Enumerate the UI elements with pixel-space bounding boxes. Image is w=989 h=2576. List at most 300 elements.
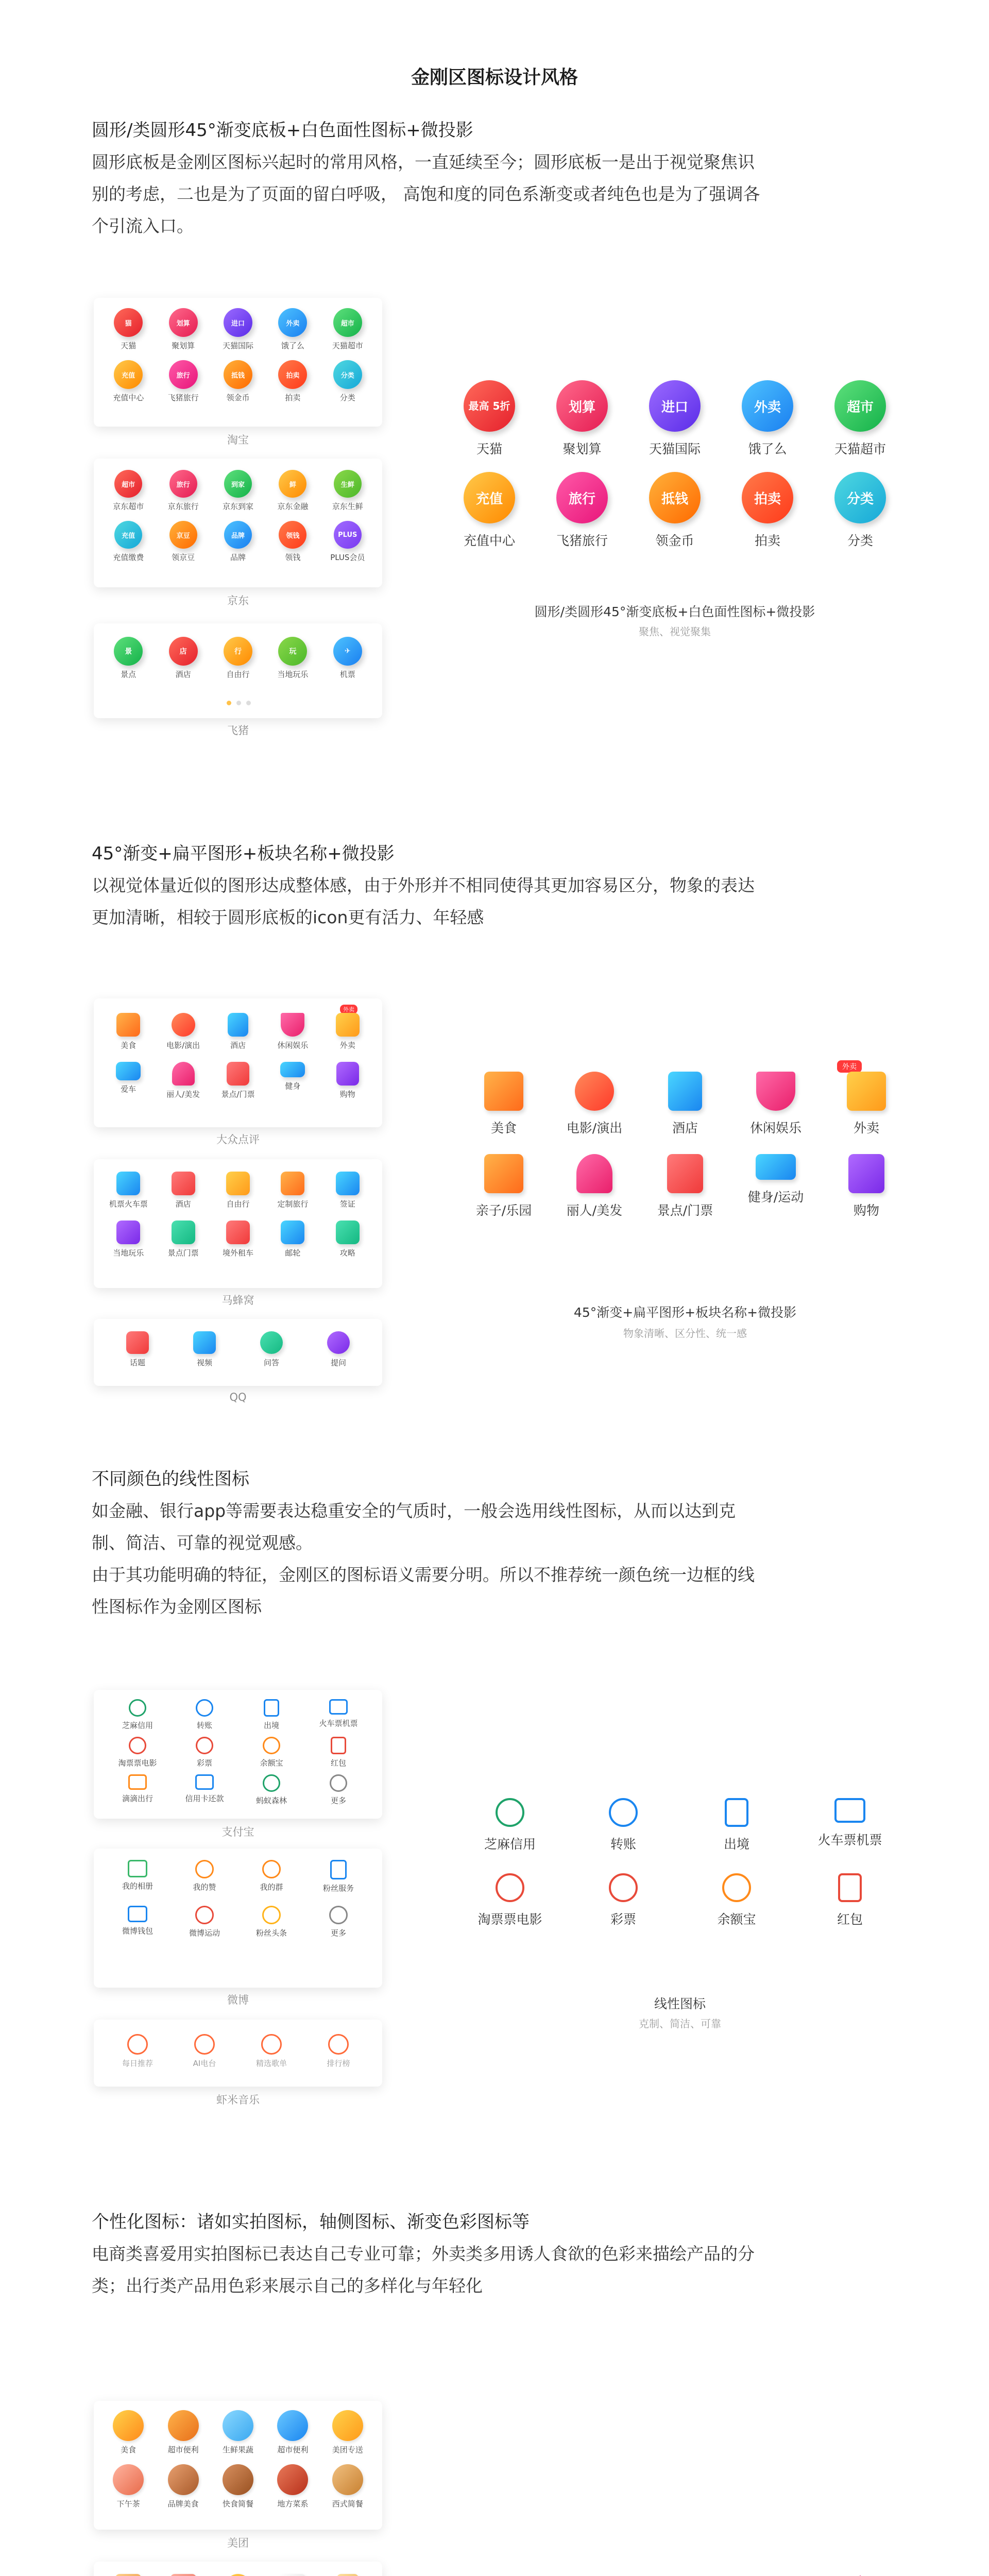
item-icon bbox=[848, 1154, 884, 1193]
showcase-item[interactable] bbox=[484, 1072, 523, 1137]
screenshot-caption: 支付宝 bbox=[221, 1826, 254, 1838]
item-label: 爱车 bbox=[121, 1084, 137, 1094]
grid-item[interactable] bbox=[280, 2574, 305, 2576]
hotel-icon bbox=[554, 2571, 610, 2576]
grid-item[interactable] bbox=[327, 1331, 350, 1368]
item-label: 进口 bbox=[649, 380, 701, 432]
showcase-item[interactable] bbox=[484, 1798, 536, 1853]
grid-item[interactable] bbox=[122, 1774, 153, 1804]
showcase-item[interactable] bbox=[837, 1873, 863, 1928]
screenshot-caption: 淘宝 bbox=[227, 434, 249, 446]
item-icon bbox=[129, 1699, 146, 1717]
grid-item[interactable] bbox=[264, 1699, 279, 1731]
item-icon bbox=[847, 1072, 886, 1111]
grid-item[interactable] bbox=[331, 1737, 346, 1768]
item-icon: 外卖 bbox=[278, 308, 307, 337]
dianping-screenshot: 外卖 美食 电影/演出 酒店 休闲娱乐 外卖 爱车 丽人/美发 景点/门票 健身 购物 bbox=[94, 998, 382, 1127]
item-icon bbox=[277, 2464, 308, 2495]
item-icon bbox=[195, 1860, 214, 1878]
grid-item[interactable] bbox=[260, 1737, 283, 1768]
grid-item[interactable] bbox=[193, 1860, 216, 1892]
item-label: 京东到家 bbox=[222, 502, 253, 511]
grid-item[interactable] bbox=[277, 2410, 308, 2455]
section-paragraph: 由于其功能明确的特征，金刚区的图标语义需要分明。所以不推荐统一颜色统一边框的线 bbox=[92, 1565, 755, 1585]
item-icon bbox=[329, 1699, 348, 1715]
showcase-item[interactable] bbox=[478, 1873, 542, 1928]
item-icon bbox=[172, 1172, 195, 1195]
grid-item[interactable] bbox=[319, 1699, 357, 1728]
item-icon: 拍卖 bbox=[278, 360, 307, 389]
item-label: 景点门票 bbox=[167, 1248, 199, 1258]
item-label: 健身 bbox=[285, 1081, 301, 1091]
item-label: 芝麻信用 bbox=[484, 1837, 536, 1852]
item-label: 美团专送 bbox=[332, 2445, 363, 2454]
grid-item[interactable] bbox=[277, 637, 308, 680]
item-icon bbox=[126, 1331, 149, 1354]
section-1-text bbox=[92, 114, 967, 242]
item-label: 领京豆 bbox=[172, 553, 195, 562]
item-label: 亲子/乐园 bbox=[475, 1203, 532, 1218]
grid-item[interactable] bbox=[332, 308, 363, 351]
grid-item[interactable] bbox=[224, 521, 252, 563]
grid-item[interactable] bbox=[189, 1906, 220, 1938]
qq-screenshot bbox=[94, 1319, 382, 1386]
grid-item[interactable] bbox=[223, 470, 253, 512]
grid-item[interactable] bbox=[168, 1221, 199, 1258]
grid-item[interactable] bbox=[256, 1774, 287, 1806]
item-label: 分类 bbox=[339, 393, 355, 402]
item-icon bbox=[172, 1062, 195, 1086]
grid-item[interactable] bbox=[336, 1062, 359, 1099]
grid-item[interactable] bbox=[277, 2464, 308, 2509]
item-label: 天猫超市 bbox=[834, 442, 886, 456]
showcase-item[interactable] bbox=[742, 380, 793, 457]
showcase-item[interactable] bbox=[847, 1072, 886, 1137]
item-icon: 猫 bbox=[114, 308, 143, 337]
item-label: 火车票机票 bbox=[319, 1719, 358, 1728]
item-label: 微博运动 bbox=[189, 1928, 220, 1938]
item-label: 酒店 bbox=[175, 1199, 191, 1209]
item-label: 酒店 bbox=[230, 1041, 246, 1050]
showcase-subcaption: 克制、简洁、可靠 bbox=[639, 2018, 721, 2030]
item-icon: PLUS bbox=[334, 521, 362, 549]
grid-item[interactable] bbox=[169, 637, 198, 680]
temple-icon bbox=[832, 2571, 889, 2576]
item-label: 更多 bbox=[330, 1796, 346, 1805]
train-icon bbox=[646, 2571, 703, 2576]
mafengwo-screenshot bbox=[94, 1159, 382, 1288]
item-icon bbox=[172, 1221, 195, 1244]
item-label: 更多 bbox=[330, 1928, 346, 1938]
item-icon bbox=[834, 1798, 865, 1823]
grid-item[interactable] bbox=[278, 360, 307, 403]
big-icon-grid-3 bbox=[453, 1798, 907, 1928]
plane-showcase-item[interactable] bbox=[461, 2571, 518, 2576]
grid-item[interactable] bbox=[279, 521, 306, 563]
item-icon bbox=[129, 1737, 146, 1754]
item-icon bbox=[336, 1172, 360, 1195]
item-label: 京东生鲜 bbox=[332, 502, 363, 511]
grid-item[interactable] bbox=[113, 2464, 144, 2509]
item-icon bbox=[116, 1172, 140, 1195]
showcase-item[interactable] bbox=[609, 1798, 638, 1853]
grid-item[interactable] bbox=[118, 1737, 157, 1768]
grid-item[interactable] bbox=[277, 1172, 308, 1209]
grid-item[interactable] bbox=[115, 2574, 141, 2576]
item-label: 充值 bbox=[464, 472, 515, 523]
item-icon: 京豆 bbox=[169, 521, 197, 549]
item-label: 飞猪旅行 bbox=[167, 393, 199, 402]
grid-item[interactable] bbox=[256, 1906, 287, 1938]
grid-item[interactable] bbox=[256, 2034, 287, 2069]
item-label: 充值中心 bbox=[113, 393, 144, 402]
grid-item[interactable] bbox=[330, 521, 365, 563]
item-icon bbox=[168, 2464, 199, 2495]
grid-item[interactable] bbox=[168, 470, 199, 512]
item-label: 微博钱包 bbox=[122, 1926, 153, 1936]
weibo-screenshot bbox=[94, 1849, 382, 1988]
plane-icon bbox=[461, 2571, 518, 2576]
item-label: 天猫国际 bbox=[649, 442, 701, 456]
item-label: 粉丝头条 bbox=[255, 1928, 287, 1938]
section-paragraph: 个引流入口。 bbox=[92, 216, 194, 236]
item-icon bbox=[263, 1737, 280, 1754]
grid-item[interactable] bbox=[260, 1860, 283, 1892]
grid-item[interactable] bbox=[278, 308, 307, 351]
grid-item[interactable] bbox=[168, 2464, 199, 2509]
showcase-item[interactable] bbox=[464, 380, 515, 457]
screenshot-caption: QQ bbox=[229, 1391, 247, 1403]
showcase-item[interactable] bbox=[834, 380, 886, 457]
grid-item[interactable] bbox=[193, 2034, 216, 2069]
grid-item[interactable] bbox=[116, 1062, 141, 1094]
item-label: 旅行 bbox=[556, 472, 608, 523]
item-icon bbox=[331, 1737, 346, 1754]
item-icon: 分类 bbox=[333, 360, 362, 389]
item-label: 充值缴费 bbox=[113, 553, 144, 562]
grid-item[interactable] bbox=[193, 1331, 216, 1368]
train-showcase-item[interactable] bbox=[646, 2571, 703, 2576]
showcase-item[interactable] bbox=[750, 1072, 802, 1137]
screenshot-caption: 飞猪 bbox=[227, 724, 249, 737]
grid-item[interactable] bbox=[122, 1860, 153, 1891]
screenshot-caption: 微博 bbox=[227, 1994, 249, 2006]
grid-item[interactable] bbox=[277, 1013, 308, 1050]
item-icon: 超市 bbox=[333, 308, 362, 337]
grid-item[interactable] bbox=[260, 1331, 283, 1368]
item-icon bbox=[281, 1172, 304, 1195]
grid-item[interactable] bbox=[113, 1221, 144, 1258]
grid-item[interactable] bbox=[166, 1013, 200, 1050]
grid-item[interactable] bbox=[113, 521, 144, 563]
grid-item[interactable] bbox=[336, 1172, 360, 1209]
item-label: 健身/运动 bbox=[747, 1190, 804, 1205]
item-label: 话题 bbox=[129, 1358, 145, 1367]
item-label: 余额宝 bbox=[717, 1912, 756, 1927]
item-label: 粉丝服务 bbox=[322, 1884, 354, 1893]
grid-item[interactable] bbox=[333, 637, 362, 680]
big-icon-grid-4 bbox=[443, 2571, 907, 2576]
bus-showcase-item[interactable] bbox=[739, 2571, 796, 2576]
item-label: 我的赞 bbox=[193, 1883, 216, 1892]
section-paragraph: 如金融、银行app等需要表达稳重安全的气质时，一般会选用线性图标，从而以达到克 bbox=[92, 1501, 736, 1521]
item-icon bbox=[332, 2464, 363, 2495]
item-icon bbox=[264, 1699, 279, 1717]
showcase-item[interactable] bbox=[834, 472, 886, 549]
hotel-showcase-item[interactable] bbox=[554, 2571, 610, 2576]
item-label: 天猫超市 bbox=[332, 341, 363, 350]
item-label: 丽人/美发 bbox=[566, 1203, 623, 1218]
grid-item[interactable] bbox=[228, 1013, 248, 1050]
item-icon bbox=[336, 1062, 359, 1086]
showcase-caption: 圆形/类圆形45°渐变底板+白色面性图标+微投影 bbox=[534, 604, 815, 619]
showcase-item[interactable] bbox=[717, 1873, 756, 1928]
item-label: 天猫 bbox=[121, 341, 137, 350]
item-icon bbox=[668, 1072, 702, 1111]
grid-item[interactable] bbox=[332, 470, 363, 512]
item-label: 火车票机票 bbox=[817, 1833, 882, 1848]
item-label: 超市 bbox=[834, 380, 886, 432]
showcase-item[interactable] bbox=[742, 472, 793, 549]
item-label: 休闲娱乐 bbox=[277, 1041, 309, 1050]
badge: 外卖 bbox=[837, 1060, 862, 1073]
item-label: 淘票票电影 bbox=[478, 1912, 542, 1927]
grid-item[interactable] bbox=[280, 1062, 305, 1091]
showcase-caption: 线性图标 bbox=[654, 1996, 706, 2011]
item-icon: 品牌 bbox=[224, 521, 252, 549]
item-icon bbox=[196, 1737, 213, 1754]
item-icon: 划算 bbox=[169, 308, 198, 337]
item-label: 邮轮 bbox=[285, 1248, 301, 1258]
grid-item[interactable] bbox=[168, 360, 199, 403]
item-label: 酒店 bbox=[175, 670, 191, 679]
grid-item[interactable] bbox=[169, 521, 197, 563]
section-heading: 个性化图标：诸如实拍图标，轴侧图标、渐变色彩图标等 bbox=[92, 2212, 530, 2232]
item-icon bbox=[116, 1221, 140, 1244]
item-label: 信用卡还款 bbox=[185, 1794, 224, 1803]
item-label: 彩票 bbox=[610, 1912, 636, 1927]
section-paragraph: 制、简洁、可靠的视觉观感。 bbox=[92, 1533, 313, 1553]
item-icon bbox=[281, 1013, 304, 1037]
item-label: 电影/演出 bbox=[566, 1121, 623, 1136]
item-icon bbox=[194, 2034, 215, 2055]
item-label: 京东旅行 bbox=[167, 502, 199, 511]
item-label: 领钱 bbox=[285, 553, 301, 562]
grid-item[interactable] bbox=[113, 360, 144, 403]
item-icon bbox=[576, 1154, 612, 1193]
grid-item[interactable] bbox=[224, 360, 252, 403]
grid-item[interactable] bbox=[113, 2410, 144, 2455]
section-paragraph: 电商类喜爱用实拍图标已表达自己专业可靠；外卖类多用诱人食欲的色彩来描绘产品的分 bbox=[92, 2244, 755, 2264]
item-label: 丽人/美发 bbox=[166, 1090, 200, 1099]
item-icon bbox=[115, 2574, 141, 2576]
item-label: 购物 bbox=[853, 1203, 879, 1218]
item-icon: 鲜 bbox=[279, 470, 306, 498]
item-label: 自由行 bbox=[226, 1199, 250, 1209]
item-label: 红包 bbox=[837, 1912, 863, 1927]
grid-item[interactable] bbox=[333, 360, 362, 403]
item-icon bbox=[228, 1013, 248, 1037]
item-label: 自由行 bbox=[226, 670, 250, 679]
grid-item[interactable] bbox=[337, 2574, 359, 2576]
showcase-item[interactable] bbox=[657, 1154, 713, 1219]
item-icon bbox=[170, 2574, 196, 2576]
grid-item[interactable] bbox=[122, 2034, 153, 2069]
showcase-subcaption: 聚焦、视觉聚集 bbox=[639, 625, 711, 638]
grid-item[interactable] bbox=[223, 2410, 253, 2455]
item-icon bbox=[226, 1172, 250, 1195]
item-label: 机票火车票 bbox=[109, 1199, 148, 1209]
grid-item[interactable] bbox=[223, 1221, 253, 1258]
showcase-item[interactable] bbox=[668, 1072, 702, 1137]
grid-item[interactable] bbox=[330, 1774, 347, 1806]
item-label: 排行榜 bbox=[327, 2059, 350, 2068]
item-label: 景点/门票 bbox=[657, 1203, 713, 1218]
showcase-item[interactable] bbox=[556, 472, 608, 549]
item-label: 聚划算 bbox=[562, 442, 602, 456]
item-icon bbox=[223, 2410, 253, 2441]
showcase-item[interactable] bbox=[567, 1072, 622, 1137]
item-icon bbox=[722, 1873, 751, 1902]
item-label: 快食简餐 bbox=[222, 2499, 253, 2509]
grid-item[interactable] bbox=[323, 1860, 354, 1893]
grid-item[interactable] bbox=[329, 1906, 348, 1938]
item-icon bbox=[226, 1221, 250, 1244]
grid-item[interactable] bbox=[172, 1172, 195, 1209]
showcase-item[interactable] bbox=[817, 1798, 882, 1849]
grid-item[interactable] bbox=[332, 2410, 363, 2455]
item-icon bbox=[484, 1154, 523, 1193]
item-label: 定制旅行 bbox=[277, 1199, 309, 1209]
grid-item[interactable] bbox=[196, 1737, 213, 1768]
showcase-item[interactable] bbox=[609, 1873, 638, 1928]
grid-item[interactable] bbox=[225, 2574, 251, 2576]
item-label: 我的群 bbox=[260, 1883, 283, 1892]
item-label: 淘票票电影 bbox=[118, 1758, 157, 1768]
big-icon-grid-1 bbox=[443, 380, 907, 549]
showcase-caption: 45°渐变+扁平图形+板块名称+微投影 bbox=[573, 1305, 797, 1320]
item-label: 蚂蚁森林 bbox=[255, 1796, 287, 1805]
item-label: 当地玩乐 bbox=[277, 670, 309, 679]
item-icon bbox=[227, 1062, 249, 1086]
section-4-text bbox=[92, 2206, 967, 2302]
item-label: 外卖 bbox=[742, 380, 793, 432]
item-icon bbox=[329, 1906, 348, 1924]
item-icon bbox=[332, 2410, 363, 2441]
big-icon-grid-2 bbox=[458, 1072, 912, 1219]
item-icon bbox=[496, 1873, 524, 1902]
item-icon bbox=[281, 1221, 304, 1244]
grid-item[interactable] bbox=[224, 637, 252, 680]
showcase-item[interactable] bbox=[476, 1154, 532, 1219]
grid-item[interactable] bbox=[226, 1172, 250, 1209]
showcase-item[interactable] bbox=[556, 380, 608, 457]
grid-item[interactable] bbox=[122, 1906, 153, 1936]
grid-item[interactable] bbox=[221, 1062, 254, 1099]
item-label: 美食 bbox=[121, 2445, 137, 2454]
grid-item[interactable] bbox=[114, 308, 143, 351]
item-icon bbox=[113, 2410, 144, 2441]
grid-item[interactable] bbox=[116, 1013, 140, 1050]
grid-item[interactable] bbox=[113, 470, 144, 512]
grid-item[interactable] bbox=[114, 637, 143, 680]
item-label: 电影/演出 bbox=[166, 1041, 200, 1050]
item-icon: 玩 bbox=[278, 637, 307, 666]
section-3-text bbox=[92, 1463, 967, 1623]
taobao-screenshot bbox=[94, 298, 382, 427]
item-icon bbox=[261, 2034, 282, 2055]
grid-item[interactable] bbox=[336, 1221, 360, 1258]
item-icon bbox=[609, 1798, 638, 1827]
grid-item[interactable] bbox=[166, 1062, 200, 1099]
item-label: 机票 bbox=[339, 670, 355, 679]
item-icon bbox=[280, 1062, 305, 1077]
item-icon: ✈ bbox=[333, 637, 362, 666]
grid-item[interactable] bbox=[109, 1172, 148, 1209]
item-label: 抵钱 bbox=[649, 472, 701, 523]
item-icon bbox=[196, 1699, 213, 1717]
item-icon: 旅行 bbox=[169, 360, 198, 389]
grid-item[interactable] bbox=[223, 2464, 253, 2509]
item-label: 充值中心 bbox=[463, 533, 515, 548]
grid-item[interactable] bbox=[196, 1699, 213, 1731]
item-icon bbox=[128, 1860, 147, 1877]
item-label: 我的相册 bbox=[122, 1882, 153, 1891]
grid-item[interactable] bbox=[327, 2034, 350, 2069]
grid-item[interactable] bbox=[281, 1221, 304, 1258]
item-label: 饿了么 bbox=[748, 442, 787, 456]
item-icon: 旅行 bbox=[169, 470, 197, 498]
showcase-item[interactable] bbox=[848, 1154, 884, 1219]
showcase-item[interactable] bbox=[724, 1798, 749, 1853]
grid-item[interactable] bbox=[126, 1331, 149, 1368]
grid-item[interactable] bbox=[332, 2464, 363, 2509]
item-icon: 充值 bbox=[114, 521, 142, 549]
showcase-item[interactable] bbox=[464, 472, 515, 549]
item-icon: 超市 bbox=[114, 470, 142, 498]
grid-item[interactable] bbox=[277, 470, 308, 512]
grid-item[interactable] bbox=[336, 1013, 360, 1050]
item-icon bbox=[223, 2464, 253, 2495]
item-icon bbox=[128, 1774, 147, 1790]
item-icon bbox=[280, 2574, 305, 2576]
grid-item[interactable] bbox=[168, 2410, 199, 2455]
item-icon bbox=[113, 2464, 144, 2495]
item-icon bbox=[168, 2410, 199, 2441]
grid-item[interactable] bbox=[223, 308, 253, 351]
item-label: 红包 bbox=[330, 1758, 346, 1768]
item-icon bbox=[725, 1798, 748, 1827]
grid-item[interactable] bbox=[185, 1774, 224, 1804]
section-heading: 45°渐变+扁平图形+板块名称+微投影 bbox=[92, 843, 395, 864]
screenshot-caption: 京东 bbox=[227, 595, 249, 607]
showcase-item[interactable] bbox=[567, 1154, 622, 1219]
grid-item[interactable] bbox=[168, 2574, 199, 2576]
showcase-item[interactable] bbox=[748, 1154, 804, 1206]
item-label: 领金币 bbox=[226, 393, 250, 402]
grid-item[interactable] bbox=[169, 308, 198, 351]
item-label: AI电台 bbox=[193, 2059, 216, 2068]
jd-screenshot bbox=[94, 459, 382, 587]
item-label: 签证 bbox=[339, 1199, 355, 1209]
showcase-item[interactable] bbox=[649, 472, 701, 549]
grid-item[interactable] bbox=[122, 1699, 153, 1731]
item-label: 超市便利 bbox=[277, 2445, 309, 2454]
item-label: 拍卖 bbox=[285, 393, 301, 402]
item-label: 品牌 bbox=[230, 553, 246, 562]
ticket-showcase-item[interactable] bbox=[832, 2571, 889, 2576]
showcase-item[interactable] bbox=[649, 380, 701, 457]
